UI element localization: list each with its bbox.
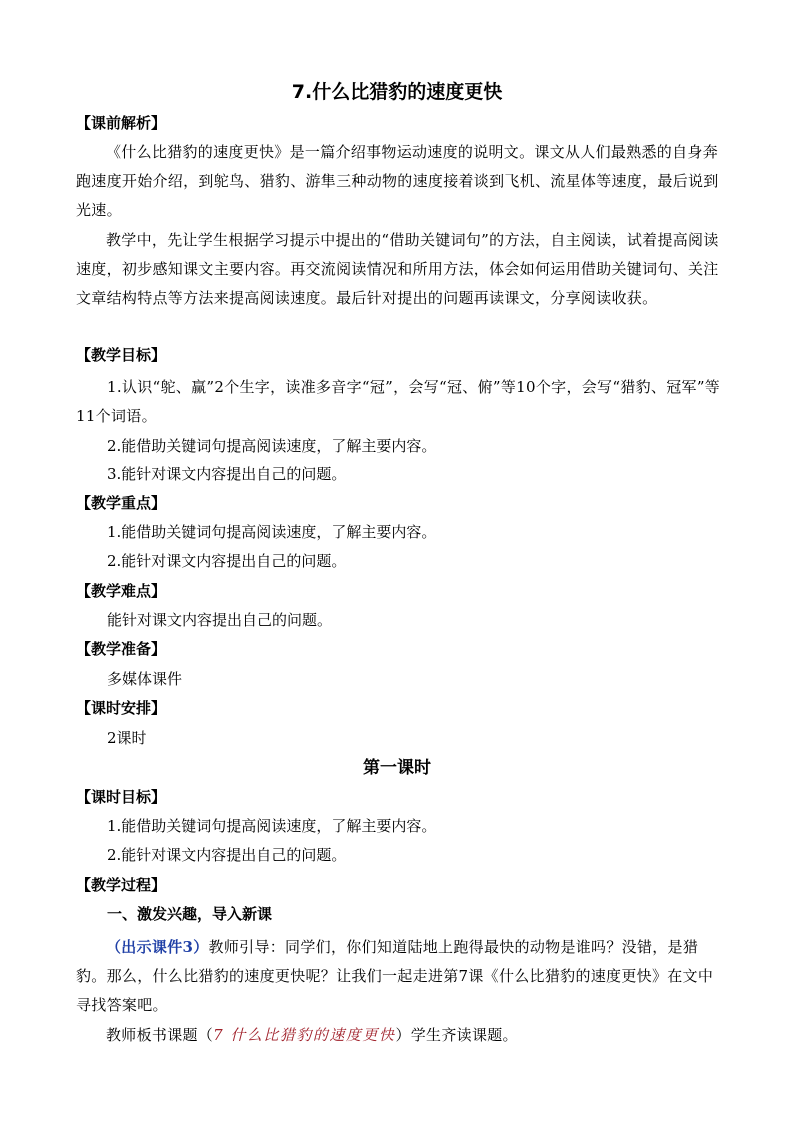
heading-lesson-goals: 【课时目标】 [76,788,167,806]
board-title: 7 什么比猎豹的速度更快 [213,1026,396,1044]
lesson-title: 第一课时 [363,758,431,778]
board-suffix: ）学生齐读课题。 [395,1026,518,1044]
goal-item-2: 2.能借助关键词句提高阅读速度，了解主要内容。 [107,437,437,455]
difficulty-text: 能针对课文内容提出自己的问题。 [107,611,333,629]
step-1-title: 一、激发兴趣，导入新课 [107,905,273,923]
preparation-text: 多媒体课件 [107,670,183,688]
heading-pre-analysis: 【课前解析】 [76,114,167,132]
key-point-item-1: 1.能借助关键词句提高阅读速度，了解主要内容。 [107,523,437,541]
key-point-item-2: 2.能针对课文内容提出自己的问题。 [107,552,347,570]
lesson-goal-2: 2.能针对课文内容提出自己的问题。 [107,846,347,864]
schedule-text: 2课时 [107,729,147,747]
heading-key-points: 【教学重点】 [76,494,167,512]
step-1-paragraph [76,933,726,1020]
heading-goals: 【教学目标】 [76,346,167,364]
goal-item-1: 1.认识“鸵、赢”2个生字，读准多音字“冠”，会写“冠、俯”等10个字，会写“猎豹、冠军”等11个词语。 [76,378,721,425]
pre-analysis-paragraph-2: 教学中，先让学生根据学习提示中提出的“借助关键词句”的方法，自主阅读，试着提高阅读速度，初步感知课文主要内容。再交流阅读情况和所用方法，体会如何运用借助关键词句、关注文章结构特点等方法来提高阅读速度。最后针对提出的问题再读课文，分享阅读收获。 [76,231,719,307]
board-title-paragraph [76,1021,726,1050]
heading-schedule: 【课时安排】 [76,699,167,717]
goal-item-3: 3.能针对课文内容提出自己的问题。 [107,465,347,483]
heading-difficulty: 【教学难点】 [76,582,167,600]
courseware-label: （出示课件3） [106,938,209,956]
step-1-text: 教师引导：同学们，你们知道陆地上跑得最快的动物是谁吗？没错，是猎豹。那么，什么比猎豹的速度更快呢？让我们一起走进第7课《什么比猎豹的速度更快》在文中寻找答案吧。 [76,938,714,1014]
lesson-goal-1: 1.能借助关键词句提高阅读速度，了解主要内容。 [107,817,437,835]
board-prefix: 教师板书课题（ [106,1026,214,1044]
pre-analysis-paragraph-1: 《什么比猎豹的速度更快》是一篇介绍事物运动速度的说明文。课文从人们最熟悉的自身奔跑速度开始介绍，到鸵鸟、猎豹、游隼三种动物的速度接着谈到飞机、流星体等速度，最后说到光速。 [76,143,719,219]
heading-preparation: 【教学准备】 [76,640,167,658]
heading-process: 【教学过程】 [76,876,167,894]
page-title: 7.什么比猎豹的速度更快 [291,81,503,103]
